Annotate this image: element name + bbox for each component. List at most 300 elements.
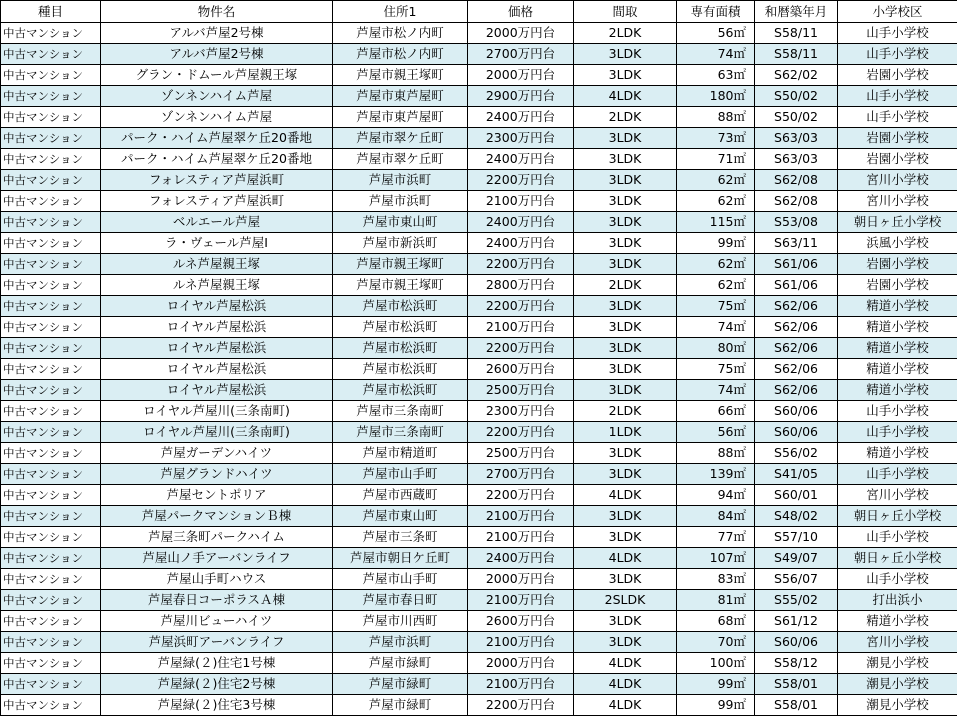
cell-layout[interactable]: 4LDK	[574, 485, 677, 506]
cell-built-year[interactable]: S62/06	[755, 317, 838, 338]
cell-address[interactable]: 芦屋市浜町	[333, 170, 468, 191]
cell-property-name[interactable]: 芦屋グランドハイツ	[101, 464, 333, 485]
cell-property-name[interactable]: ロイヤル芦屋松浜	[101, 317, 333, 338]
cell-address[interactable]: 芦屋市東山町	[333, 212, 468, 233]
cell-layout[interactable]: 3LDK	[574, 170, 677, 191]
table-row	[1, 380, 957, 401]
cell-school-district[interactable]: 山手小学校	[838, 569, 957, 590]
cell-school-district[interactable]: 打出浜小	[838, 590, 957, 611]
cell-address[interactable]: 芦屋市親王塚町	[333, 254, 468, 275]
cell-area[interactable]: 88㎡	[677, 107, 755, 128]
cell-built-year[interactable]: S60/06	[755, 632, 838, 653]
cell-area[interactable]: 56㎡	[677, 422, 755, 443]
cell-property-name[interactable]: パーク・ハイム芦屋翠ケ丘20番地	[101, 128, 333, 149]
table-row	[1, 464, 957, 485]
cell-property-name[interactable]: ロイヤル芦屋川(三条南町)	[101, 422, 333, 443]
cell-layout[interactable]: 3LDK	[574, 44, 677, 65]
cell-layout[interactable]: 4LDK	[574, 653, 677, 674]
cell-area[interactable]: 83㎡	[677, 569, 755, 590]
cell-school-district[interactable]: 精道小学校	[838, 611, 957, 632]
cell-address[interactable]: 芦屋市三条南町	[333, 422, 468, 443]
cell-layout[interactable]: 3LDK	[574, 254, 677, 275]
table-row	[1, 212, 957, 233]
cell-area[interactable]: 56㎡	[677, 23, 755, 44]
cell-built-year[interactable]: S62/08	[755, 191, 838, 212]
cell-area[interactable]: 74㎡	[677, 44, 755, 65]
cell-price[interactable]: 2200万円台	[468, 254, 574, 275]
cell-address[interactable]: 芦屋市翠ケ丘町	[333, 128, 468, 149]
cell-price[interactable]: 2400万円台	[468, 149, 574, 170]
cell-school-district[interactable]: 宮川小学校	[838, 191, 957, 212]
cell-area[interactable]: 99㎡	[677, 233, 755, 254]
table-row	[1, 275, 957, 296]
table-row	[1, 128, 957, 149]
cell-type[interactable]: 中古マンション	[1, 128, 101, 149]
cell-address[interactable]: 芦屋市山手町	[333, 569, 468, 590]
table-row	[1, 485, 957, 506]
cell-price[interactable]: 2200万円台	[468, 485, 574, 506]
cell-area[interactable]: 70㎡	[677, 632, 755, 653]
cell-built-year[interactable]: S61/06	[755, 254, 838, 275]
cell-layout[interactable]: 3LDK	[574, 380, 677, 401]
cell-price[interactable]: 2700万円台	[468, 44, 574, 65]
cell-layout[interactable]: 3LDK	[574, 569, 677, 590]
cell-school-district[interactable]: 精道小学校	[838, 338, 957, 359]
cell-area[interactable]: 74㎡	[677, 380, 755, 401]
cell-price[interactable]: 2100万円台	[468, 506, 574, 527]
cell-layout[interactable]: 3LDK	[574, 149, 677, 170]
cell-type[interactable]: 中古マンション	[1, 233, 101, 254]
cell-type[interactable]: 中古マンション	[1, 485, 101, 506]
cell-address[interactable]: 芦屋市浜町	[333, 191, 468, 212]
cell-address[interactable]: 芦屋市東山町	[333, 506, 468, 527]
cell-price[interactable]: 2600万円台	[468, 611, 574, 632]
cell-address[interactable]: 芦屋市松浜町	[333, 296, 468, 317]
cell-area[interactable]: 75㎡	[677, 359, 755, 380]
cell-school-district[interactable]: 山手小学校	[838, 86, 957, 107]
cell-area[interactable]: 99㎡	[677, 674, 755, 695]
cell-built-year[interactable]: S60/06	[755, 401, 838, 422]
cell-layout[interactable]: 3LDK	[574, 338, 677, 359]
cell-address[interactable]: 芦屋市松浜町	[333, 317, 468, 338]
cell-type[interactable]: 中古マンション	[1, 149, 101, 170]
cell-price[interactable]: 2200万円台	[468, 170, 574, 191]
cell-area[interactable]: 94㎡	[677, 485, 755, 506]
cell-property-name[interactable]: ロイヤル芦屋松浜	[101, 380, 333, 401]
cell-layout[interactable]: 2LDK	[574, 401, 677, 422]
cell-built-year[interactable]: S63/03	[755, 149, 838, 170]
cell-address[interactable]: 芦屋市三条南町	[333, 401, 468, 422]
cell-property-name[interactable]: 芦屋山ノ手アーバンライフ	[101, 548, 333, 569]
cell-layout[interactable]: 2SLDK	[574, 590, 677, 611]
table-row	[1, 23, 957, 44]
cell-school-district[interactable]: 精道小学校	[838, 317, 957, 338]
table-header	[1, 1, 957, 23]
cell-type[interactable]: 中古マンション	[1, 275, 101, 296]
cell-built-year[interactable]: S49/07	[755, 548, 838, 569]
cell-school-district[interactable]: 精道小学校	[838, 443, 957, 464]
cell-type[interactable]: 中古マンション	[1, 674, 101, 695]
table-row	[1, 296, 957, 317]
cell-built-year[interactable]: S60/06	[755, 422, 838, 443]
cell-layout[interactable]: 3LDK	[574, 464, 677, 485]
cell-area[interactable]: 62㎡	[677, 275, 755, 296]
table-body	[1, 23, 957, 716]
cell-layout[interactable]: 3LDK	[574, 632, 677, 653]
cell-property-name[interactable]: フォレスティア芦屋浜町	[101, 170, 333, 191]
cell-property-name[interactable]: 芦屋三条町パークハイム	[101, 527, 333, 548]
cell-price[interactable]: 2000万円台	[468, 23, 574, 44]
cell-property-name[interactable]: 芦屋春日コーポラスＡ棟	[101, 590, 333, 611]
cell-area[interactable]: 66㎡	[677, 401, 755, 422]
cell-area[interactable]: 74㎡	[677, 317, 755, 338]
cell-built-year[interactable]: S62/02	[755, 65, 838, 86]
cell-type[interactable]: 中古マンション	[1, 317, 101, 338]
cell-price[interactable]: 2100万円台	[468, 674, 574, 695]
cell-layout[interactable]: 3LDK	[574, 317, 677, 338]
cell-address[interactable]: 芦屋市浜町	[333, 632, 468, 653]
table-row	[1, 254, 957, 275]
cell-address[interactable]: 芦屋市西蔵町	[333, 485, 468, 506]
cell-area[interactable]: 99㎡	[677, 695, 755, 716]
cell-built-year[interactable]: S53/08	[755, 212, 838, 233]
header-area[interactable]: 専有面積	[677, 1, 755, 23]
cell-price[interactable]: 2100万円台	[468, 191, 574, 212]
cell-layout[interactable]: 1LDK	[574, 422, 677, 443]
cell-layout[interactable]: 3LDK	[574, 527, 677, 548]
table-row	[1, 506, 957, 527]
cell-address[interactable]: 芦屋市松ノ内町	[333, 44, 468, 65]
table-row	[1, 527, 957, 548]
cell-type[interactable]: 中古マンション	[1, 65, 101, 86]
header-address[interactable]: 住所1	[333, 1, 468, 23]
cell-school-district[interactable]: 潮見小学校	[838, 674, 957, 695]
cell-school-district[interactable]: 岩園小学校	[838, 254, 957, 275]
cell-school-district[interactable]: 潮見小学校	[838, 653, 957, 674]
cell-type[interactable]: 中古マンション	[1, 44, 101, 65]
cell-area[interactable]: 77㎡	[677, 527, 755, 548]
cell-property-name[interactable]: 芦屋浜町アーバンライフ	[101, 632, 333, 653]
cell-price[interactable]: 2000万円台	[468, 569, 574, 590]
cell-address[interactable]: 芦屋市山手町	[333, 464, 468, 485]
table-row	[1, 422, 957, 443]
cell-type[interactable]: 中古マンション	[1, 695, 101, 716]
cell-property-name[interactable]: ルネ芦屋親王塚	[101, 254, 333, 275]
cell-type[interactable]: 中古マンション	[1, 611, 101, 632]
cell-layout[interactable]: 2LDK	[574, 23, 677, 44]
table-row	[1, 611, 957, 632]
cell-built-year[interactable]: S62/06	[755, 380, 838, 401]
cell-school-district[interactable]: 岩園小学校	[838, 128, 957, 149]
cell-price[interactable]: 2300万円台	[468, 401, 574, 422]
cell-type[interactable]: 中古マンション	[1, 23, 101, 44]
cell-school-district[interactable]: 宮川小学校	[838, 170, 957, 191]
cell-price[interactable]: 2800万円台	[468, 275, 574, 296]
cell-address[interactable]: 芦屋市松浜町	[333, 338, 468, 359]
cell-built-year[interactable]: S56/02	[755, 443, 838, 464]
cell-school-district[interactable]: 精道小学校	[838, 296, 957, 317]
cell-layout[interactable]: 2LDK	[574, 107, 677, 128]
cell-price[interactable]: 2100万円台	[468, 590, 574, 611]
cell-address[interactable]: 芦屋市精道町	[333, 443, 468, 464]
cell-price[interactable]: 2400万円台	[468, 212, 574, 233]
cell-school-district[interactable]: 山手小学校	[838, 401, 957, 422]
cell-property-name[interactable]: ゾンネンハイム芦屋	[101, 86, 333, 107]
cell-built-year[interactable]: S58/11	[755, 23, 838, 44]
cell-type[interactable]: 中古マンション	[1, 464, 101, 485]
cell-area[interactable]: 88㎡	[677, 443, 755, 464]
cell-price[interactable]: 2200万円台	[468, 296, 574, 317]
cell-type[interactable]: 中古マンション	[1, 653, 101, 674]
cell-address[interactable]: 芦屋市松ノ内町	[333, 23, 468, 44]
cell-layout[interactable]: 2LDK	[574, 275, 677, 296]
cell-price[interactable]: 2000万円台	[468, 653, 574, 674]
cell-school-district[interactable]: 山手小学校	[838, 44, 957, 65]
cell-layout[interactable]: 3LDK	[574, 506, 677, 527]
cell-property-name[interactable]: グラン・ドムール芦屋親王塚	[101, 65, 333, 86]
header-year[interactable]: 和暦築年月	[755, 1, 838, 23]
cell-type[interactable]: 中古マンション	[1, 380, 101, 401]
table-row	[1, 401, 957, 422]
cell-layout[interactable]: 3LDK	[574, 65, 677, 86]
cell-built-year[interactable]: S41/05	[755, 464, 838, 485]
cell-type[interactable]: 中古マンション	[1, 107, 101, 128]
cell-price[interactable]: 2100万円台	[468, 632, 574, 653]
table-row	[1, 569, 957, 590]
cell-built-year[interactable]: S55/02	[755, 590, 838, 611]
cell-school-district[interactable]: 岩園小学校	[838, 65, 957, 86]
cell-built-year[interactable]: S62/08	[755, 170, 838, 191]
cell-built-year[interactable]: S62/06	[755, 296, 838, 317]
cell-type[interactable]: 中古マンション	[1, 212, 101, 233]
cell-type[interactable]: 中古マンション	[1, 296, 101, 317]
cell-school-district[interactable]: 朝日ヶ丘小学校	[838, 506, 957, 527]
table-row	[1, 338, 957, 359]
cell-area[interactable]: 80㎡	[677, 338, 755, 359]
cell-area[interactable]: 62㎡	[677, 254, 755, 275]
cell-built-year[interactable]: S63/11	[755, 233, 838, 254]
cell-type[interactable]: 中古マンション	[1, 422, 101, 443]
cell-price[interactable]: 2500万円台	[468, 443, 574, 464]
cell-built-year[interactable]: S61/06	[755, 275, 838, 296]
cell-built-year[interactable]: S56/07	[755, 569, 838, 590]
cell-address[interactable]: 芦屋市東芦屋町	[333, 86, 468, 107]
cell-property-name[interactable]: フォレスティア芦屋浜町	[101, 191, 333, 212]
cell-layout[interactable]: 4LDK	[574, 695, 677, 716]
cell-property-name[interactable]: 芦屋川ビューハイツ	[101, 611, 333, 632]
cell-built-year[interactable]: S58/11	[755, 44, 838, 65]
cell-address[interactable]: 芦屋市緑町	[333, 674, 468, 695]
cell-school-district[interactable]: 山手小学校	[838, 23, 957, 44]
cell-built-year[interactable]: S58/01	[755, 674, 838, 695]
cell-built-year[interactable]: S63/03	[755, 128, 838, 149]
cell-school-district[interactable]: 山手小学校	[838, 422, 957, 443]
cell-school-district[interactable]: 朝日ヶ丘小学校	[838, 212, 957, 233]
cell-layout[interactable]: 3LDK	[574, 443, 677, 464]
cell-school-district[interactable]: 山手小学校	[838, 107, 957, 128]
cell-school-district[interactable]: 宮川小学校	[838, 485, 957, 506]
header-row	[1, 1, 957, 23]
table-row	[1, 191, 957, 212]
header-layout[interactable]: 間取	[574, 1, 677, 23]
cell-school-district[interactable]: 精道小学校	[838, 359, 957, 380]
cell-school-district[interactable]: 浜風小学校	[838, 233, 957, 254]
cell-area[interactable]: 75㎡	[677, 296, 755, 317]
cell-layout[interactable]: 4LDK	[574, 548, 677, 569]
table-row	[1, 674, 957, 695]
cell-property-name[interactable]: ロイヤル芦屋松浜	[101, 359, 333, 380]
cell-area[interactable]: 107㎡	[677, 548, 755, 569]
cell-layout[interactable]: 3LDK	[574, 359, 677, 380]
cell-price[interactable]: 2100万円台	[468, 317, 574, 338]
cell-type[interactable]: 中古マンション	[1, 170, 101, 191]
cell-price[interactable]: 2200万円台	[468, 422, 574, 443]
cell-property-name[interactable]: ルネ芦屋親王塚	[101, 275, 333, 296]
header-school[interactable]: 小学校区	[838, 1, 957, 23]
cell-type[interactable]: 中古マンション	[1, 359, 101, 380]
cell-property-name[interactable]: 芦屋山手町ハウス	[101, 569, 333, 590]
cell-type[interactable]: 中古マンション	[1, 191, 101, 212]
cell-school-district[interactable]: 朝日ヶ丘小学校	[838, 548, 957, 569]
table-row	[1, 359, 957, 380]
header-price[interactable]: 価格	[468, 1, 574, 23]
cell-property-name[interactable]: ゾンネンハイム芦屋	[101, 107, 333, 128]
cell-price[interactable]: 2500万円台	[468, 380, 574, 401]
cell-property-name[interactable]: 芦屋緑(２)住宅3号棟	[101, 695, 333, 716]
cell-area[interactable]: 139㎡	[677, 464, 755, 485]
cell-type[interactable]: 中古マンション	[1, 527, 101, 548]
cell-school-district[interactable]: 宮川小学校	[838, 632, 957, 653]
cell-address[interactable]: 芦屋市新浜町	[333, 233, 468, 254]
cell-type[interactable]: 中古マンション	[1, 506, 101, 527]
cell-address[interactable]: 芦屋市朝日ケ丘町	[333, 548, 468, 569]
cell-type[interactable]: 中古マンション	[1, 443, 101, 464]
cell-price[interactable]: 2700万円台	[468, 464, 574, 485]
cell-area[interactable]: 62㎡	[677, 191, 755, 212]
cell-property-name[interactable]: アルバ芦屋2号棟	[101, 23, 333, 44]
table-row	[1, 548, 957, 569]
cell-property-name[interactable]: パーク・ハイム芦屋翠ケ丘20番地	[101, 149, 333, 170]
cell-area[interactable]: 62㎡	[677, 170, 755, 191]
cell-built-year[interactable]: S60/01	[755, 485, 838, 506]
cell-address[interactable]: 芦屋市松浜町	[333, 359, 468, 380]
cell-built-year[interactable]: S50/02	[755, 86, 838, 107]
cell-address[interactable]: 芦屋市東芦屋町	[333, 107, 468, 128]
cell-layout[interactable]: 4LDK	[574, 86, 677, 107]
cell-school-district[interactable]: 岩園小学校	[838, 149, 957, 170]
cell-type[interactable]: 中古マンション	[1, 254, 101, 275]
table-row	[1, 317, 957, 338]
cell-price[interactable]: 2400万円台	[468, 548, 574, 569]
cell-layout[interactable]: 3LDK	[574, 233, 677, 254]
cell-type[interactable]: 中古マンション	[1, 548, 101, 569]
cell-type[interactable]: 中古マンション	[1, 569, 101, 590]
cell-school-district[interactable]: 山手小学校	[838, 527, 957, 548]
cell-built-year[interactable]: S58/12	[755, 653, 838, 674]
cell-school-district[interactable]: 山手小学校	[838, 464, 957, 485]
cell-price[interactable]: 2400万円台	[468, 233, 574, 254]
cell-property-name[interactable]: 芦屋セントポリア	[101, 485, 333, 506]
cell-address[interactable]: 芦屋市川西町	[333, 611, 468, 632]
cell-school-district[interactable]: 精道小学校	[838, 380, 957, 401]
cell-address[interactable]: 芦屋市翠ケ丘町	[333, 149, 468, 170]
cell-built-year[interactable]: S50/02	[755, 107, 838, 128]
cell-layout[interactable]: 3LDK	[574, 191, 677, 212]
cell-type[interactable]: 中古マンション	[1, 632, 101, 653]
cell-address[interactable]: 芦屋市親王塚町	[333, 275, 468, 296]
table-row	[1, 149, 957, 170]
cell-price[interactable]: 2300万円台	[468, 128, 574, 149]
cell-area[interactable]: 84㎡	[677, 506, 755, 527]
cell-area[interactable]: 100㎡	[677, 653, 755, 674]
cell-built-year[interactable]: S57/10	[755, 527, 838, 548]
cell-type[interactable]: 中古マンション	[1, 590, 101, 611]
cell-area[interactable]: 180㎡	[677, 86, 755, 107]
cell-property-name[interactable]: ロイヤル芦屋松浜	[101, 338, 333, 359]
cell-area[interactable]: 81㎡	[677, 590, 755, 611]
cell-price[interactable]: 2100万円台	[468, 527, 574, 548]
cell-price[interactable]: 2000万円台	[468, 65, 574, 86]
cell-property-name[interactable]: 芦屋緑(２)住宅2号棟	[101, 674, 333, 695]
header-name[interactable]: 物件名	[101, 1, 333, 23]
cell-price[interactable]: 2200万円台	[468, 695, 574, 716]
header-type[interactable]: 種目	[1, 1, 101, 23]
table-row	[1, 233, 957, 254]
cell-property-name[interactable]: 芦屋ガーデンハイツ	[101, 443, 333, 464]
cell-layout[interactable]: 4LDK	[574, 674, 677, 695]
cell-address[interactable]: 芦屋市親王塚町	[333, 65, 468, 86]
cell-price[interactable]: 2200万円台	[468, 338, 574, 359]
table-row	[1, 107, 957, 128]
cell-price[interactable]: 2600万円台	[468, 359, 574, 380]
cell-built-year[interactable]: S62/06	[755, 338, 838, 359]
cell-property-name[interactable]: ロイヤル芦屋松浜	[101, 296, 333, 317]
cell-area[interactable]: 63㎡	[677, 65, 755, 86]
cell-price[interactable]: 2900万円台	[468, 86, 574, 107]
cell-address[interactable]: 芦屋市春日町	[333, 590, 468, 611]
cell-property-name[interactable]: 芦屋緑(２)住宅1号棟	[101, 653, 333, 674]
cell-area[interactable]: 71㎡	[677, 149, 755, 170]
cell-built-year[interactable]: S58/01	[755, 695, 838, 716]
table-row	[1, 590, 957, 611]
cell-built-year[interactable]: S62/06	[755, 359, 838, 380]
cell-property-name[interactable]: 芦屋パークマンションＢ棟	[101, 506, 333, 527]
cell-type[interactable]: 中古マンション	[1, 338, 101, 359]
cell-layout[interactable]: 3LDK	[574, 611, 677, 632]
cell-built-year[interactable]: S48/02	[755, 506, 838, 527]
cell-layout[interactable]: 3LDK	[574, 296, 677, 317]
cell-layout[interactable]: 3LDK	[574, 128, 677, 149]
cell-address[interactable]: 芦屋市緑町	[333, 695, 468, 716]
cell-property-name[interactable]: ベルエール芦屋	[101, 212, 333, 233]
cell-type[interactable]: 中古マンション	[1, 401, 101, 422]
cell-built-year[interactable]: S61/12	[755, 611, 838, 632]
cell-school-district[interactable]: 潮見小学校	[838, 695, 957, 716]
cell-property-name[interactable]: アルバ芦屋2号棟	[101, 44, 333, 65]
cell-property-name[interactable]: ラ・ヴェール芦屋Ⅰ	[101, 233, 333, 254]
cell-area[interactable]: 115㎡	[677, 212, 755, 233]
cell-area[interactable]: 68㎡	[677, 611, 755, 632]
cell-address[interactable]: 芦屋市三条町	[333, 527, 468, 548]
cell-layout[interactable]: 3LDK	[574, 212, 677, 233]
cell-type[interactable]: 中古マンション	[1, 86, 101, 107]
cell-address[interactable]: 芦屋市緑町	[333, 653, 468, 674]
cell-area[interactable]: 73㎡	[677, 128, 755, 149]
cell-school-district[interactable]: 岩園小学校	[838, 275, 957, 296]
cell-address[interactable]: 芦屋市松浜町	[333, 380, 468, 401]
cell-property-name[interactable]: ロイヤル芦屋川(三条南町)	[101, 401, 333, 422]
cell-price[interactable]: 2400万円台	[468, 107, 574, 128]
